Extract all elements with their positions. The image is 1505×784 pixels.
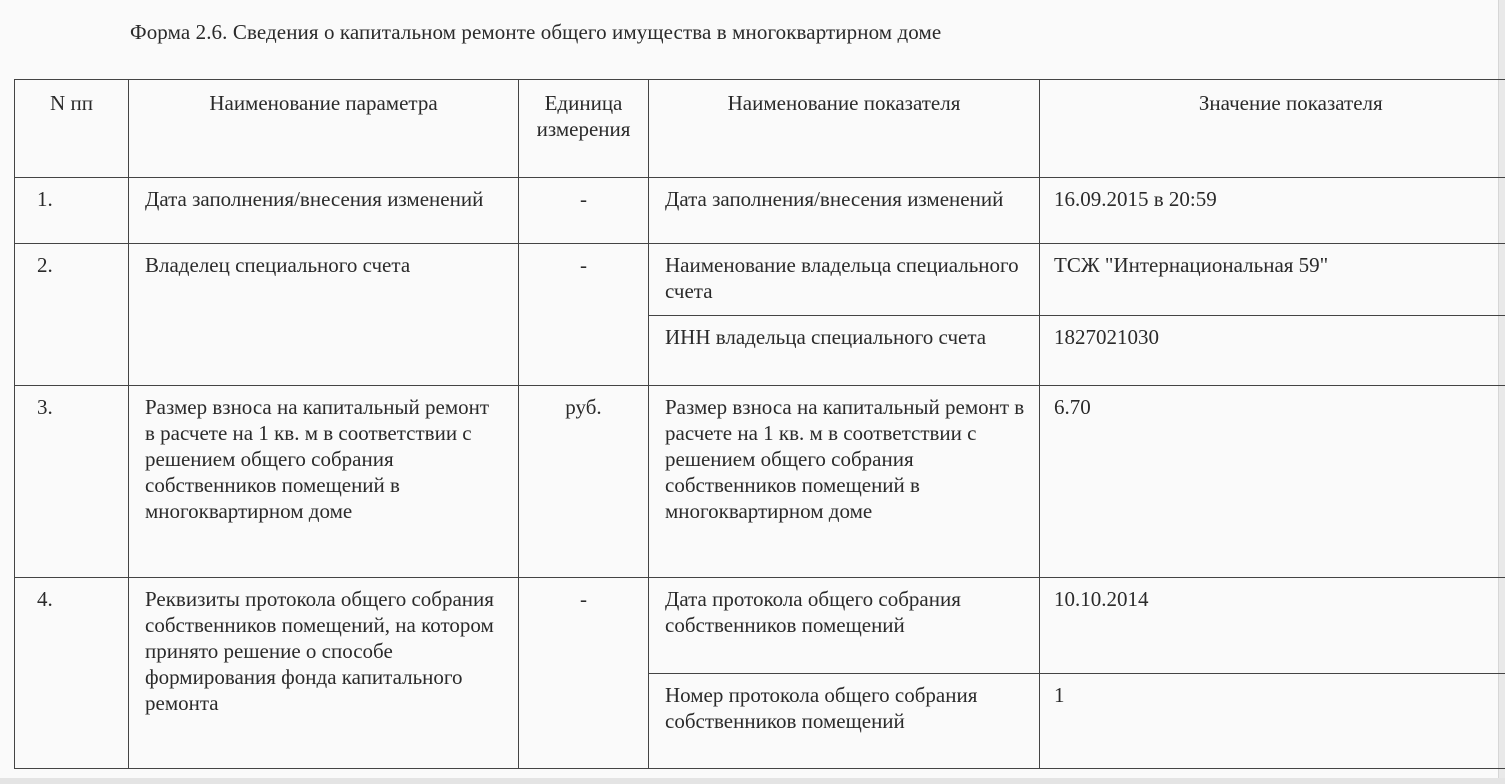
parameter-name: Дата заполнения/внесения изменений [129,178,519,244]
header-unit: Единица измерения [519,80,649,178]
indicator-name: Размер взноса на капитальный ремонт в расчете на 1 кв. м в соответствии с решением общего собрания собственников помещений в многоквартирном доме [649,386,1040,578]
indicator-value: ТСЖ "Интернациональная 59" [1040,244,1505,316]
indicator-value: 1827021030 [1040,316,1505,386]
parameter-name: Владелец специального счета [129,244,519,386]
scan-bottom-edge [0,778,1505,784]
indicator-name: Наименование владельца специального счета [649,244,1040,316]
indicator-value: 1 [1040,674,1505,769]
row-number: 2. [15,244,129,386]
indicator-name: Дата заполнения/внесения изменений [649,178,1040,244]
table-header-row [15,80,1505,178]
row-number: 1. [15,178,129,244]
unit-cell: - [519,244,649,386]
indicator-value: 16.09.2015 в 20:59 [1040,178,1505,244]
header-indicator: Наименование показателя [649,80,1040,178]
header-num: N пп [15,80,129,178]
table-row [15,386,1505,578]
table-row [15,244,1505,316]
parameter-name: Реквизиты протокола общего собрания собственников помещений, на котором принято решение о способе формирования фонда капитального ремонта [129,578,519,769]
unit-cell: - [519,578,649,769]
indicator-name: Номер протокола общего собрания собственников помещений [649,674,1040,769]
table-row [15,578,1505,674]
parameter-name: Размер взноса на капитальный ремонт в расчете на 1 кв. м в соответствии с решением общего собрания собственников помещений в многоквартирном доме [129,386,519,578]
indicator-name: ИНН владельца специального счета [649,316,1040,386]
indicator-name: Дата протокола общего собрания собственников помещений [649,578,1040,674]
form-title: Форма 2.6. Сведения о капитальном ремонте общего имущества в многоквартирном доме [130,20,942,44]
table-row [15,178,1505,244]
row-number: 3. [15,386,129,578]
indicator-value: 6.70 [1040,386,1505,578]
unit-cell: руб. [519,386,649,578]
unit-cell: - [519,178,649,244]
row-number: 4. [15,578,129,769]
header-param: Наименование параметра [129,80,519,178]
indicator-value: 10.10.2014 [1040,578,1505,674]
header-value: Значение показателя [1040,80,1505,178]
capital-repair-table [14,79,1505,769]
